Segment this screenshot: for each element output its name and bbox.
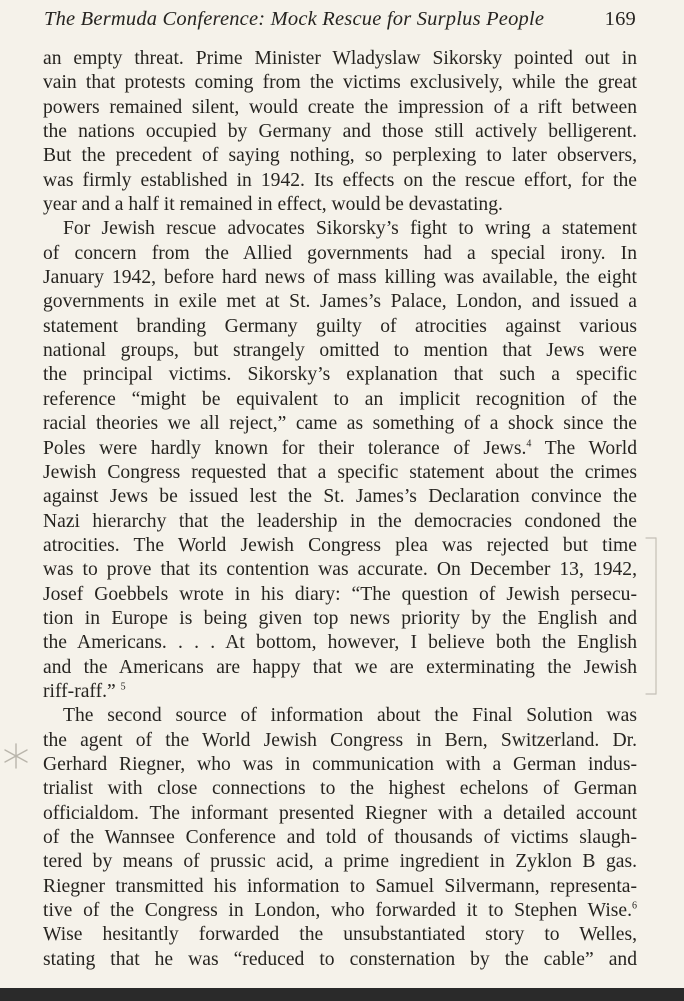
text-line: Jewish Congress requested that a specific statement about the crimes bbox=[43, 461, 637, 483]
text-line: the Americans. . . . At bottom, however, I believe both the English bbox=[43, 632, 637, 654]
footnote-ref: 6 bbox=[632, 900, 637, 912]
text-line: the agent of the World Jewish Congress in Bern, Switzerland. Dr. bbox=[43, 729, 637, 751]
text-line: of the Wannsee Conference and told of thousands of victims slaugh- bbox=[43, 827, 637, 848]
text-line: tion in Europe is being given top news priority by the English and bbox=[43, 607, 637, 629]
footnote-ref: 4 bbox=[526, 437, 532, 449]
page-number: 169 bbox=[604, 8, 636, 30]
text-segment: riff-raff.” bbox=[43, 680, 116, 702]
viewer-bottom-bar bbox=[0, 988, 684, 1001]
pencil-margin-bracket bbox=[644, 536, 658, 696]
text-line: officialdom. The informant presented Riegner with a detailed account bbox=[43, 802, 637, 824]
text-line: against Jews be issued lest the St. James’s Declaration convince the bbox=[43, 486, 637, 508]
text-line: was to prove that its contention was accurate. On December 13, 1942, bbox=[43, 559, 637, 581]
text-line: the principal victims. Sikorsky’s explanation that such a specific bbox=[43, 364, 637, 386]
text-line: Riegner transmitted his information to Samuel Silvermann, representa- bbox=[43, 875, 637, 897]
text-line: of concern from the Allied governments had a special irony. In bbox=[43, 242, 637, 264]
text-line: Gerhard Riegner, who was in communication with a German indus- bbox=[43, 753, 637, 775]
footnote-ref: 5 bbox=[120, 681, 126, 693]
text-segment: tive of the Congress in London, who forwarded it to Stephen Wise. bbox=[43, 900, 632, 922]
text-segment: Poles were hardly known for their tolerance of Jews. bbox=[43, 437, 527, 459]
text-line: an empty threat. Prime Minister Wladyslaw Sikorsky pointed out in bbox=[43, 48, 637, 69]
text-line: national groups, but strangely omitted to mention that Jews were bbox=[43, 340, 637, 362]
running-header bbox=[44, 8, 636, 38]
text-line: statement branding Germany guilty of atrocities against various bbox=[43, 315, 637, 337]
body-text bbox=[43, 47, 637, 972]
text-line: racial theories we all reject,” came as something of a shock since the bbox=[43, 413, 637, 435]
text-line: reference “might be equivalent to an implicit recognition of the bbox=[43, 388, 637, 410]
text-line: and the Americans are happy that we are exterminating the Jewish bbox=[43, 656, 637, 678]
text-line: Wise hesitantly forwarded the unsubstantiated story to Welles, bbox=[43, 924, 637, 946]
text-line-with-footnote bbox=[43, 899, 637, 923]
text-line: The second source of information about the Final Solution was bbox=[63, 705, 637, 727]
pencil-asterisk-mark bbox=[2, 742, 30, 770]
text-line: But the precedent of saying nothing, so perplexing to later observers, bbox=[43, 145, 637, 167]
text-line: Josef Goebbels wrote in his diary: “The question of Jewish persecu- bbox=[43, 583, 637, 605]
running-title: The Bermuda Conference: Mock Rescue for Surplus People bbox=[44, 8, 545, 30]
text-line: tered by means of prussic acid, a prime ingredient in Zyklon B gas. bbox=[43, 851, 637, 873]
text-line: was firmly established in 1942. Its effects on the rescue effort, for the bbox=[43, 169, 637, 191]
text-line: trialist with close connections to the highest echelons of German bbox=[43, 778, 637, 800]
text-line: vain that protests coming from the victims exclusively, while the great bbox=[43, 72, 637, 94]
text-line: powers remained silent, would create the impression of a rift between bbox=[43, 96, 637, 118]
text-line: the nations occupied by Germany and those still actively belligerent. bbox=[43, 121, 637, 143]
text-line-with-footnote bbox=[43, 680, 637, 704]
text-line: stating that he was “reduced to consternation by the cable” and bbox=[43, 948, 637, 970]
text-line: year and a half it remained in effect, would be devastating. bbox=[43, 194, 503, 216]
text-segment: The World bbox=[531, 437, 637, 459]
text-line: Nazi hierarchy that the leadership in the democracies condoned the bbox=[43, 510, 637, 532]
text-line: governments in exile met at St. James’s Palace, London, and issued a bbox=[43, 291, 637, 313]
text-line: atrocities. The World Jewish Congress plea was rejected but time bbox=[43, 534, 637, 556]
text-line: For Jewish rescue advocates Sikorsky’s fight to wring a statement bbox=[63, 218, 637, 240]
text-line-with-footnote bbox=[43, 437, 637, 461]
text-line: January 1942, before hard news of mass killing was available, the eight bbox=[43, 267, 637, 289]
